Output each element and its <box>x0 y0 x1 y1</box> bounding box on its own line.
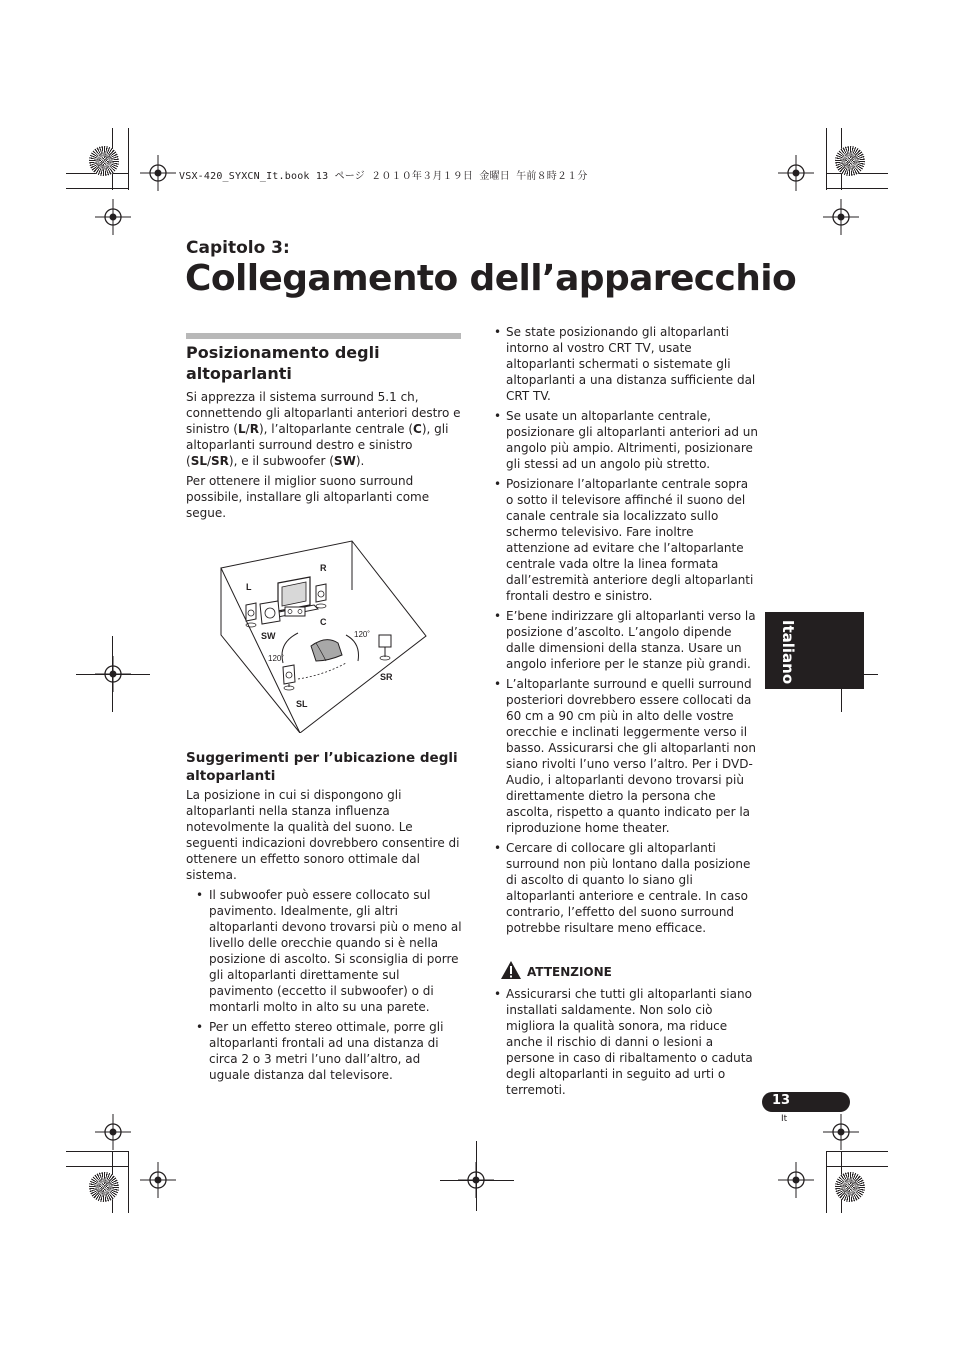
chapter-title: Collegamento dell’apparecchio <box>185 258 797 299</box>
crop-mark <box>128 128 129 190</box>
registration-target-icon <box>458 1162 494 1198</box>
file-info: VSX-420_SYXCN_It.book 13 ページ ２０１０年３月１９日 金曜日 午前８時２１分 <box>179 171 588 182</box>
list-item: • Il subwoofer può essere collocato sul pavimento. Idealmente, gli altri altoparlanti devono trovarsi più o meno al livello delle orecchie quando si è nella posizione di ascolto. Si sconsiglia di porre gli altoparlanti direttamente sul pavimento (eccetto il subwoofer) o di montarli molto in alto su una parete. <box>186 887 462 1015</box>
registration-target-icon <box>95 1114 131 1150</box>
label-surround-right: SR <box>380 672 393 682</box>
list-item: • Assicurarsi che tutti gli altoparlanti siano installati saldamente. Non solo ciò migliora la qualità sonora, ma riduce anche il rischio di danni o lesioni a persone in caso di ribaltamento o caduta degli altoparlanti in seguito ad urti o terremoti. <box>494 986 758 1098</box>
crop-mark <box>826 128 827 190</box>
crop-mark <box>826 1151 888 1152</box>
registration-target-icon <box>823 199 859 235</box>
starburst-target-icon <box>89 1172 119 1202</box>
label-front-left: L <box>246 582 252 592</box>
left-column <box>186 342 462 1087</box>
caution-title: ATTENZIONE <box>527 965 612 979</box>
list-item: • L’altoparlante surround e quelli surround posteriori dovrebbero essere collocati da 60 cm a 90 cm più in alto delle vostre orecchie e inclinati leggermente verso il basso. Assicurarsi che gli altoparlanti non siano rivolti l’uno verso l’altro. Per i DVD-Audio, i altoparlanti devono trovarsi più direttamente dietro la persona che ascolta, rispetto a quanto indicato per la riproduzione home theater. <box>494 676 758 836</box>
caution-list <box>494 986 758 1098</box>
front-right-speaker-icon <box>316 584 326 602</box>
paragraph: Per ottenere il miglior suono surround possibile, installare gli altoparlanti come segue. <box>186 474 430 520</box>
surround-right-speaker-icon <box>379 635 391 647</box>
section-heading-tips: Suggerimenti per l’ubicazione degli altoparlanti <box>186 750 458 784</box>
list-item: • Posizionare l’altoparlante centrale sopra o sotto il televisore affinché il suono del canale centrale sia localizzato sullo schermo televisivo. Fare inoltre attenzione ad evitare che l’altoparlante centrale vada oltre la linea formata dall’estremità anteriore degli altoparlanti frontali destro e sinistro. <box>494 476 758 604</box>
crop-mark <box>128 1151 129 1213</box>
label-angle-right: 120˚ <box>354 630 371 639</box>
page-number-badge <box>762 1092 850 1112</box>
warning-icon <box>500 960 522 980</box>
list-item: • E’bene indirizzare gli altoparlanti verso la posizione d’ascolto. L’angolo dipende dalle dimensioni della stanza. Usare un angolo inferiore per le stanze più grandi. <box>494 608 758 672</box>
crop-mark <box>66 1166 128 1167</box>
language-side-tab <box>765 612 864 689</box>
tips-list-left <box>186 887 462 1083</box>
label-angle-left: 120˚ <box>268 654 285 663</box>
paragraph: La posizione in cui si dispongono gli altoparlanti nella stanza influenza notevolmente la qualità del suono. Le seguenti indicazioni dovrebbero consentire di ottenere un effetto sonoro ottimale dal sistema. <box>186 788 460 882</box>
starburst-target-icon <box>835 1172 865 1202</box>
registration-target-icon <box>778 155 814 191</box>
label-center: C <box>320 617 327 627</box>
angle-arc-left <box>282 633 298 663</box>
crop-mark <box>66 188 128 189</box>
surround-left-speaker-icon <box>283 665 295 684</box>
registration-target-icon <box>95 656 131 692</box>
room-illustration <box>186 535 462 733</box>
front-left-speaker-icon <box>246 603 256 621</box>
list-item: • Per un effetto stereo ottimale, porre gli altoparlanti frontali ad una distanza di circa 2 o 3 metri l’uno dall’altro, ad uguale distanza dal televisore. <box>186 1019 462 1083</box>
page-language: It <box>781 1114 788 1124</box>
list-item: • Cercare di collocare gli altoparlanti surround non più lontano dalla posizione di ascolto di quanto lo siano gli altoparlanti anteriore e centrale. In caso contrario, l’effetto del suono surround potrebbe risultare meno efficace. <box>494 840 758 936</box>
listening-position-icon <box>311 640 342 661</box>
intro-paragraph: Si apprezza il sistema surround 5.1 ch, connettendo gli altoparlanti anteriori destro e sinistro (L/R), l’altoparlante centrale (C), gli altoparlanti surround destro e sinistro (SL/SR), e il subwoofer (SW). <box>186 390 461 468</box>
starburst-target-icon <box>89 146 119 176</box>
label-subwoofer: SW <box>261 631 276 641</box>
registration-target-icon <box>778 1162 814 1198</box>
chapter-label: Capitolo 3: <box>186 238 290 258</box>
registration-target-icon <box>140 1162 176 1198</box>
label-front-right: R <box>320 563 327 573</box>
starburst-target-icon <box>835 146 865 176</box>
section-heading-placement: Posizionamento degli altoparlanti <box>186 343 380 383</box>
registration-target-icon <box>95 199 131 235</box>
page-number: 13 <box>772 1093 791 1108</box>
tips-list-right <box>494 324 758 936</box>
registration-target-icon <box>140 155 176 191</box>
list-item: • Se state posizionando gli altoparlanti intorno al vostro CRT TV, usate altoparlanti schermati o sistemate gli altoparlanti a una distanza sufficiente dal CRT TV. <box>494 324 758 404</box>
caution-heading <box>494 960 758 984</box>
crop-mark <box>826 1166 888 1167</box>
speaker-placement-diagram <box>186 535 462 733</box>
registration-target-icon <box>823 1114 859 1150</box>
list-item: • Se usate un altoparlante centrale, posizionare gli altoparlanti anteriori ad un angolo più ampio. Altrimenti, posizionare gli stessi ad un angolo più stretto. <box>494 408 758 472</box>
label-surround-left: SL <box>296 699 308 709</box>
crop-mark <box>66 1151 128 1152</box>
subwoofer-icon <box>260 601 280 624</box>
language-tab-label: Italiano <box>779 619 798 685</box>
crop-mark <box>826 188 888 189</box>
crop-mark <box>826 1151 827 1213</box>
section-rule <box>186 333 461 339</box>
right-column <box>494 324 758 1102</box>
